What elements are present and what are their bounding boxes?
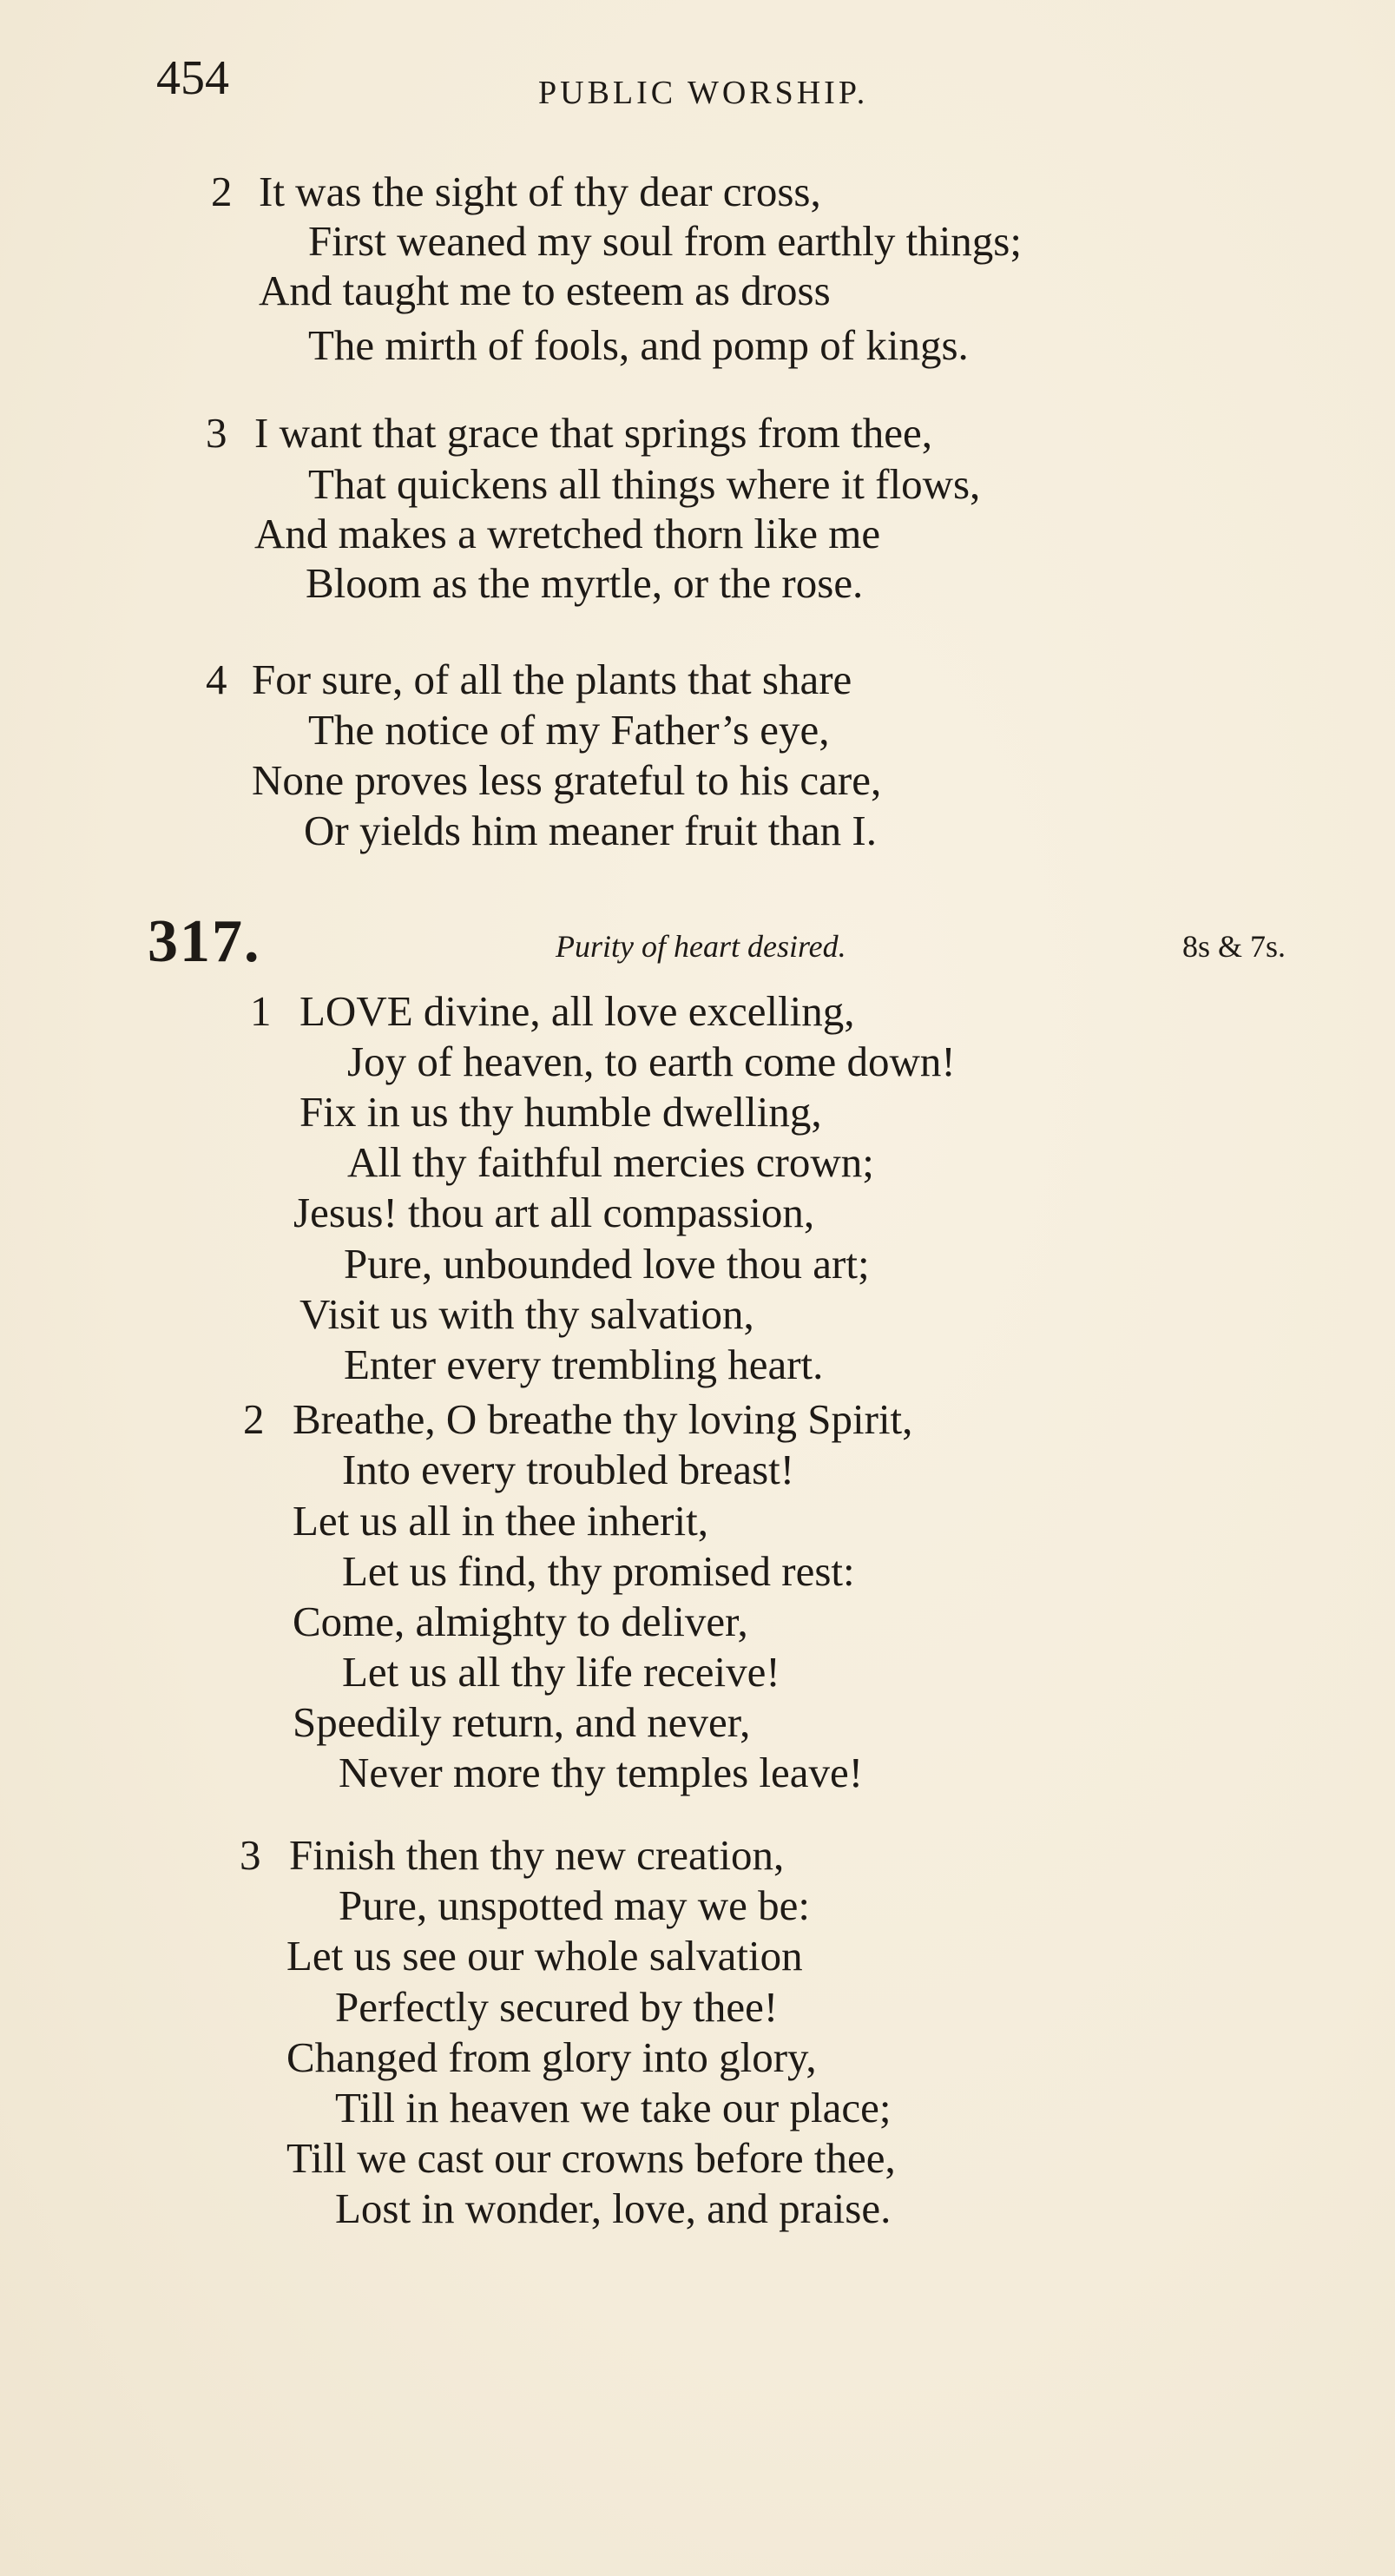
verse-line: Changed from glory into glory, <box>286 2033 817 2081</box>
verse-line: Let us see our whole salvation <box>286 1932 803 1980</box>
verse-line: Into every troubled breast! <box>342 1446 795 1493</box>
verse-line: Enter every trembling heart. <box>344 1341 824 1388</box>
verse-line: And taught me to esteem as dross <box>259 267 831 314</box>
verse-number: 3 <box>206 409 227 457</box>
verse-number: 2 <box>211 168 233 215</box>
verse-line: Let us find, thy promised rest: <box>342 1547 855 1595</box>
verse-line: Bloom as the myrtle, or the rose. <box>306 559 864 607</box>
verse-line: It was the sight of thy dear cross, <box>259 168 821 215</box>
verse-line: Fix in us thy humble dwelling, <box>299 1088 822 1136</box>
verse-line: The notice of my Father’s eye, <box>308 706 830 754</box>
verse-line: And makes a wretched thorn like me <box>254 510 881 557</box>
verse-number: 3 <box>240 1831 261 1879</box>
hymn-number: 317. <box>148 908 261 975</box>
page-number: 454 <box>156 51 229 105</box>
verse-line: Never more thy temples leave! <box>339 1749 864 1796</box>
verse-line: The mirth of fools, and pomp of kings. <box>308 321 969 369</box>
verse-line: Jesus! thou art all compassion, <box>293 1189 815 1236</box>
running-title: PUBLIC WORSHIP. <box>538 75 869 111</box>
verse-line: For sure, of all the plants that share <box>252 656 852 703</box>
hymn-meter: 8s & 7s. <box>1182 929 1286 964</box>
hymn-title: Purity of heart desired. <box>556 929 846 964</box>
verse-line: I want that grace that springs from thee, <box>254 409 933 457</box>
verse-line: Till in heaven we take our place; <box>335 2084 892 2131</box>
verse-line: Breathe, O breathe thy loving Spirit, <box>293 1395 913 1443</box>
verse-line: First weaned my soul from earthly things; <box>308 217 1022 265</box>
verse-number: 4 <box>206 656 227 703</box>
verse-line: Perfectly secured by thee! <box>335 1983 779 2031</box>
verse-line: All thy faithful mercies crown; <box>347 1138 874 1186</box>
verse-line: LOVE divine, all love excelling, <box>299 987 855 1035</box>
verse-number: 2 <box>243 1395 265 1443</box>
verse-line: Till we cast our crowns before thee, <box>286 2134 896 2182</box>
verse-line: Pure, unspotted may we be: <box>339 1881 810 1929</box>
verse-line: Let us all in thee inherit, <box>293 1497 708 1545</box>
verse-line: Joy of heaven, to earth come down! <box>347 1038 956 1085</box>
verse-line: Visit us with thy salvation, <box>299 1290 754 1338</box>
verse-line: Let us all thy life receive! <box>342 1648 780 1696</box>
verse-line: Or yields him meaner fruit than I. <box>304 807 877 854</box>
verse-line: Come, almighty to deliver, <box>293 1598 748 1645</box>
verse-line: None proves less grateful to his care, <box>252 756 882 804</box>
verse-line: Pure, unbounded love thou art; <box>344 1240 870 1288</box>
verse-line: Lost in wonder, love, and praise. <box>335 2184 892 2232</box>
verse-line: Speedily return, and never, <box>293 1698 751 1746</box>
verse-number: 1 <box>250 987 272 1035</box>
verse-line: That quickens all things where it flows, <box>308 460 981 508</box>
verse-line: Finish then thy new creation, <box>289 1831 785 1879</box>
